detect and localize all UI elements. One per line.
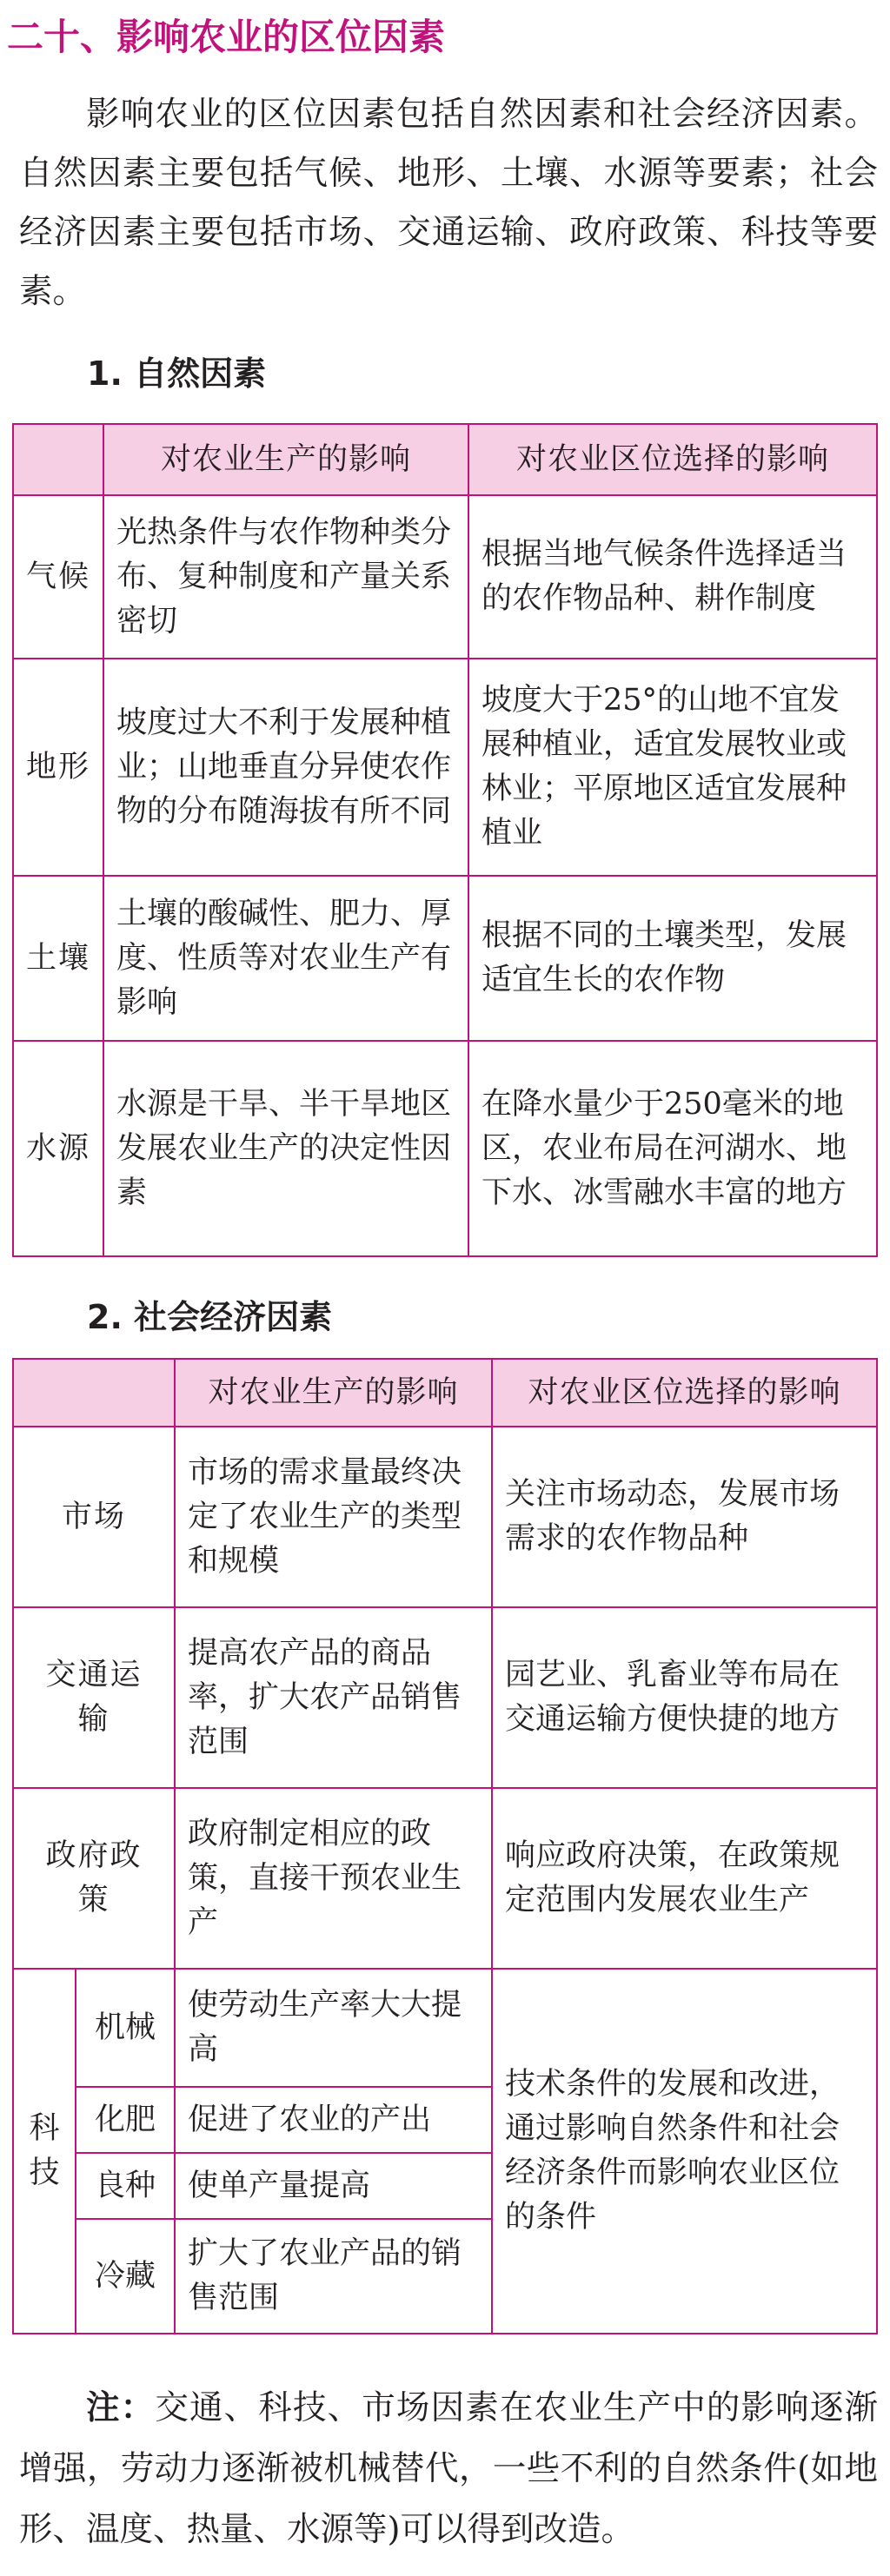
note-label: 注： <box>86 2388 156 2427</box>
header-blank <box>13 424 103 495</box>
header-production: 对农业生产的影响 <box>103 424 468 495</box>
factor-label: 地形 <box>13 659 103 876</box>
production-cell: 促进了农业的产出 <box>175 2087 492 2153</box>
table-row <box>13 495 877 659</box>
tech-subfactor-label: 化肥 <box>76 2087 175 2153</box>
location-cell: 坡度大于25°的山地不宜发展种植业，适宜发展牧业或林业；平原地区适宜发展种植业 <box>468 659 877 876</box>
header-location: 对农业区位选择的影响 <box>468 424 877 495</box>
note-text: 交通、科技、市场因素在农业生产中的影响逐渐增强，劳动力逐渐被机械替代，一些不利的自然条件(如地形、温度、热量、水源等)可以得到改造。 <box>19 2388 878 2549</box>
location-cell: 技术条件的发展和改进，通过影响自然条件和社会经济条件而影响农业区位的条件 <box>492 1969 877 2334</box>
header-location: 对农业区位选择的影响 <box>492 1359 877 1427</box>
location-cell: 在降水量少于250毫米的地区，农业布局在河湖水、地下水、冰雪融水丰富的地方 <box>468 1041 877 1256</box>
table-row <box>13 1041 877 1256</box>
production-cell: 政府制定相应的政策，直接干预农业生产 <box>175 1788 492 1969</box>
factor-label: 气候 <box>13 495 103 659</box>
table-row <box>13 1969 877 2087</box>
factor-label: 土壤 <box>13 876 103 1041</box>
natural-factors-title: 1. 自然因素 <box>87 354 267 393</box>
production-cell: 市场的需求量最终决定了农业生产的类型和规模 <box>175 1427 492 1607</box>
location-cell: 关注市场动态，发展市场需求的农作物品种 <box>492 1427 877 1607</box>
note-paragraph <box>19 2378 878 2560</box>
factor-label: 政府政策 <box>13 1788 175 1969</box>
intro-paragraph: 影响农业的区位因素包括自然因素和社会经济因素。自然因素主要包括气候、地形、土壤、水源等要素；社会经济因素主要包括市场、交通运输、政府政策、科技等要素。 <box>19 95 878 311</box>
factor-label: 交通运输 <box>13 1607 175 1788</box>
tech-subfactor-label: 冷藏 <box>76 2219 175 2334</box>
table-header-row <box>13 424 877 495</box>
location-cell: 园艺业、乳畜业等布局在交通运输方便快捷的地方 <box>492 1607 877 1788</box>
header-production: 对农业生产的影响 <box>175 1359 492 1427</box>
table-row <box>13 1788 877 1969</box>
table-row <box>13 1427 877 1607</box>
tech-factor-text: 科技 <box>29 2111 62 2190</box>
factor-label: 市场 <box>13 1427 175 1607</box>
tech-subfactor-label: 良种 <box>76 2153 175 2219</box>
production-cell: 扩大了农业产品的销售范围 <box>175 2219 492 2334</box>
tech-subfactor-label: 机械 <box>76 1969 175 2087</box>
section-heading: 二十、影响农业的区位因素 <box>7 16 446 58</box>
tech-factor-label <box>13 1969 76 2334</box>
socioeconomic-factors-table <box>12 1358 878 2334</box>
table-row <box>13 659 877 876</box>
production-cell: 光热条件与农作物种类分布、复种制度和产量关系密切 <box>103 495 468 659</box>
production-cell: 使劳动生产率大大提高 <box>175 1969 492 2087</box>
factor-label: 水源 <box>13 1041 103 1256</box>
socioeconomic-factors-title: 2. 社会经济因素 <box>87 1298 333 1336</box>
natural-factors-table <box>12 423 878 1257</box>
production-cell: 坡度过大不利于发展种植业；山地垂直分异使农作物的分布随海拔有所不同 <box>103 659 468 876</box>
production-cell: 使单产量提高 <box>175 2153 492 2219</box>
production-cell: 提高农产品的商品率，扩大农产品销售范围 <box>175 1607 492 1788</box>
location-cell: 响应政府决策，在政策规定范围内发展农业生产 <box>492 1788 877 1969</box>
table-row <box>13 876 877 1041</box>
table-header-row <box>13 1359 877 1427</box>
location-cell: 根据当地气候条件选择适当的农作物品种、耕作制度 <box>468 495 877 659</box>
table-row <box>13 1607 877 1788</box>
production-cell: 土壤的酸碱性、肥力、厚度、性质等对农业生产有影响 <box>103 876 468 1041</box>
location-cell: 根据不同的土壤类型，发展适宜生长的农作物 <box>468 876 877 1041</box>
production-cell: 水源是干旱、半干旱地区发展农业生产的决定性因素 <box>103 1041 468 1256</box>
header-blank <box>13 1359 175 1427</box>
